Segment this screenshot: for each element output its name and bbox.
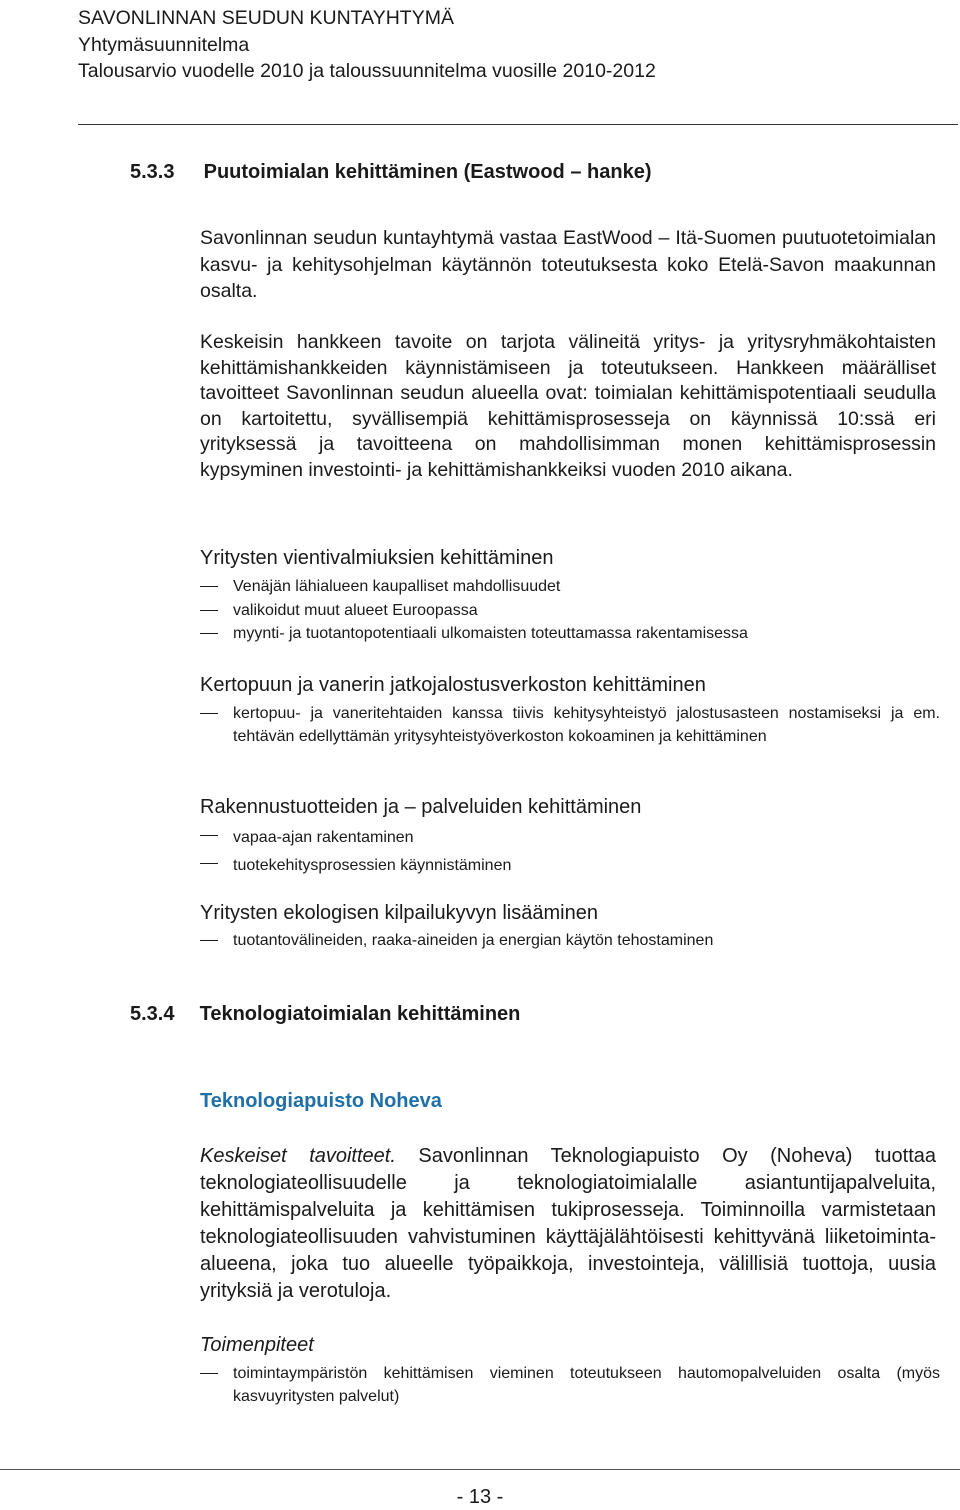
group-list-ecology xyxy=(200,929,940,952)
actions-label: Toimenpiteet xyxy=(200,1334,314,1356)
group-title-ecology: Yritysten ekologisen kilpailukyvyn lisääminen xyxy=(200,902,598,924)
group-title-export: Yritysten vientivalmiuksien kehittäminen xyxy=(200,547,554,569)
section-heading-5-3-3 xyxy=(130,161,651,184)
list-item: Venäjän lähialueen kaupalliset mahdollisuudet xyxy=(233,578,561,595)
section-title-dash: – xyxy=(570,161,582,183)
section-title-post: hanke) xyxy=(581,161,652,183)
header-divider xyxy=(78,124,958,125)
paragraph-eastwood-goals: Keskeisin hankkeen tavoite on tarjota välineitä yritys- ja yritysryhmäkohtaisten kehittämishankkeiden käynnistämiseen ja toteutukseen. Hankkeen määrälliset tavoitteet Savonlinnan seudun alueella ovat: toimialan kehittämispotentiaali seudulla on kartoitettu, syvällisempiä kehittämisprosesseja on käynnissä 10:ssä eri yrityksessä ja tavoitteena on mahdollisimman monen kehittämisprosessin kypsyminen investointi- ja kehittämishankkeiksi vuoden 2010 aikana. xyxy=(200,331,936,481)
section-number: 5.3.4 xyxy=(130,1003,175,1025)
group-title-plywood: Kertopuun ja vanerin jatkojalostusverkoston kehittäminen xyxy=(200,674,706,696)
group-list-plywood xyxy=(200,702,940,748)
goals-label: Keskeiset tavoitteet. xyxy=(200,1145,396,1167)
subheading-noheva: Teknologiapuisto Noheva xyxy=(200,1090,442,1112)
actions-list xyxy=(200,1362,940,1408)
header-doc-title: Talousarvio vuodelle 2010 ja taloussuunnitelma vuosille 2010-2012 xyxy=(78,60,656,82)
page-header xyxy=(78,5,656,85)
group-title-construction: Rakennustuotteiden ja – palveluiden kehittäminen xyxy=(200,796,642,818)
group-list-export xyxy=(200,575,940,646)
group-list-construction xyxy=(200,824,940,880)
header-unit: Yhtymäsuunnitelma xyxy=(78,33,250,56)
list-item: valikoidut muut alueet Euroopassa xyxy=(233,601,478,619)
page-number: - 13 - xyxy=(456,1486,504,1508)
list-item: kertopuu- ja vaneritehtaiden kanssa tiivis kehitysyhteistyö jalostusasteen nostamiseksi ja em. tehtävän edellyttämän yritysyhteistyöverkoston kokoaminen ja kehittäminen xyxy=(233,705,940,745)
list-item: myynti- ja tuotantopotentiaali ulkomaisten toteuttamassa rakentamisessa xyxy=(233,625,748,642)
section-heading-5-3-4 xyxy=(130,1003,520,1026)
section-title-pre: Puutoimialan kehittäminen (Eastwood xyxy=(203,161,571,183)
section-title: Teknologiatoimialan kehittäminen xyxy=(199,1003,521,1025)
section-number: 5.3.3 xyxy=(130,161,175,183)
list-item: toimintaympäristön kehittämisen vieminen toteutukseen hautomopalveluiden osalta (myös kasvuyritysten palvelut) xyxy=(233,1365,940,1405)
list-item: tuotantovälineiden, raaka-aineiden ja energian käytön tehostaminen xyxy=(233,932,714,949)
header-org: SAVONLINNAN SEUDUN KUNTAYHTYMÄ xyxy=(78,7,454,29)
list-item: tuotekehitysprosessien käynnistäminen xyxy=(233,857,512,874)
list-item: vapaa-ajan rakentaminen xyxy=(233,829,414,846)
footer-divider xyxy=(0,1469,960,1470)
goals-text: Savonlinnan Teknologiapuisto Oy (Noheva) tuottaa teknologiateollisuudelle ja teknologiatoimialalle asiantuntijapalveluita, kehittämispalveluita ja kehittämisen tukiprosesseja. Toiminnoilla varmistetaan teknologiateollisuuden vahvistuminen käyttäjälähtöisesti kehittyvänä liiketoiminta-alueena, joka tuo alueelle työpaikkoja, investointeja, välillisiä tuottoja, uusia yrityksiä ja verotuloja. xyxy=(200,1145,936,1302)
paragraph-noheva-goals xyxy=(200,1143,936,1305)
paragraph-eastwood-intro: Savonlinnan seudun kuntayhtymä vastaa EastWood – Itä-Suomen puutuotetoimialan kasvu- ja kehitysohjelman käytännön toteutuksesta koko Etelä-Savon maakunnan osalta. xyxy=(200,227,936,302)
